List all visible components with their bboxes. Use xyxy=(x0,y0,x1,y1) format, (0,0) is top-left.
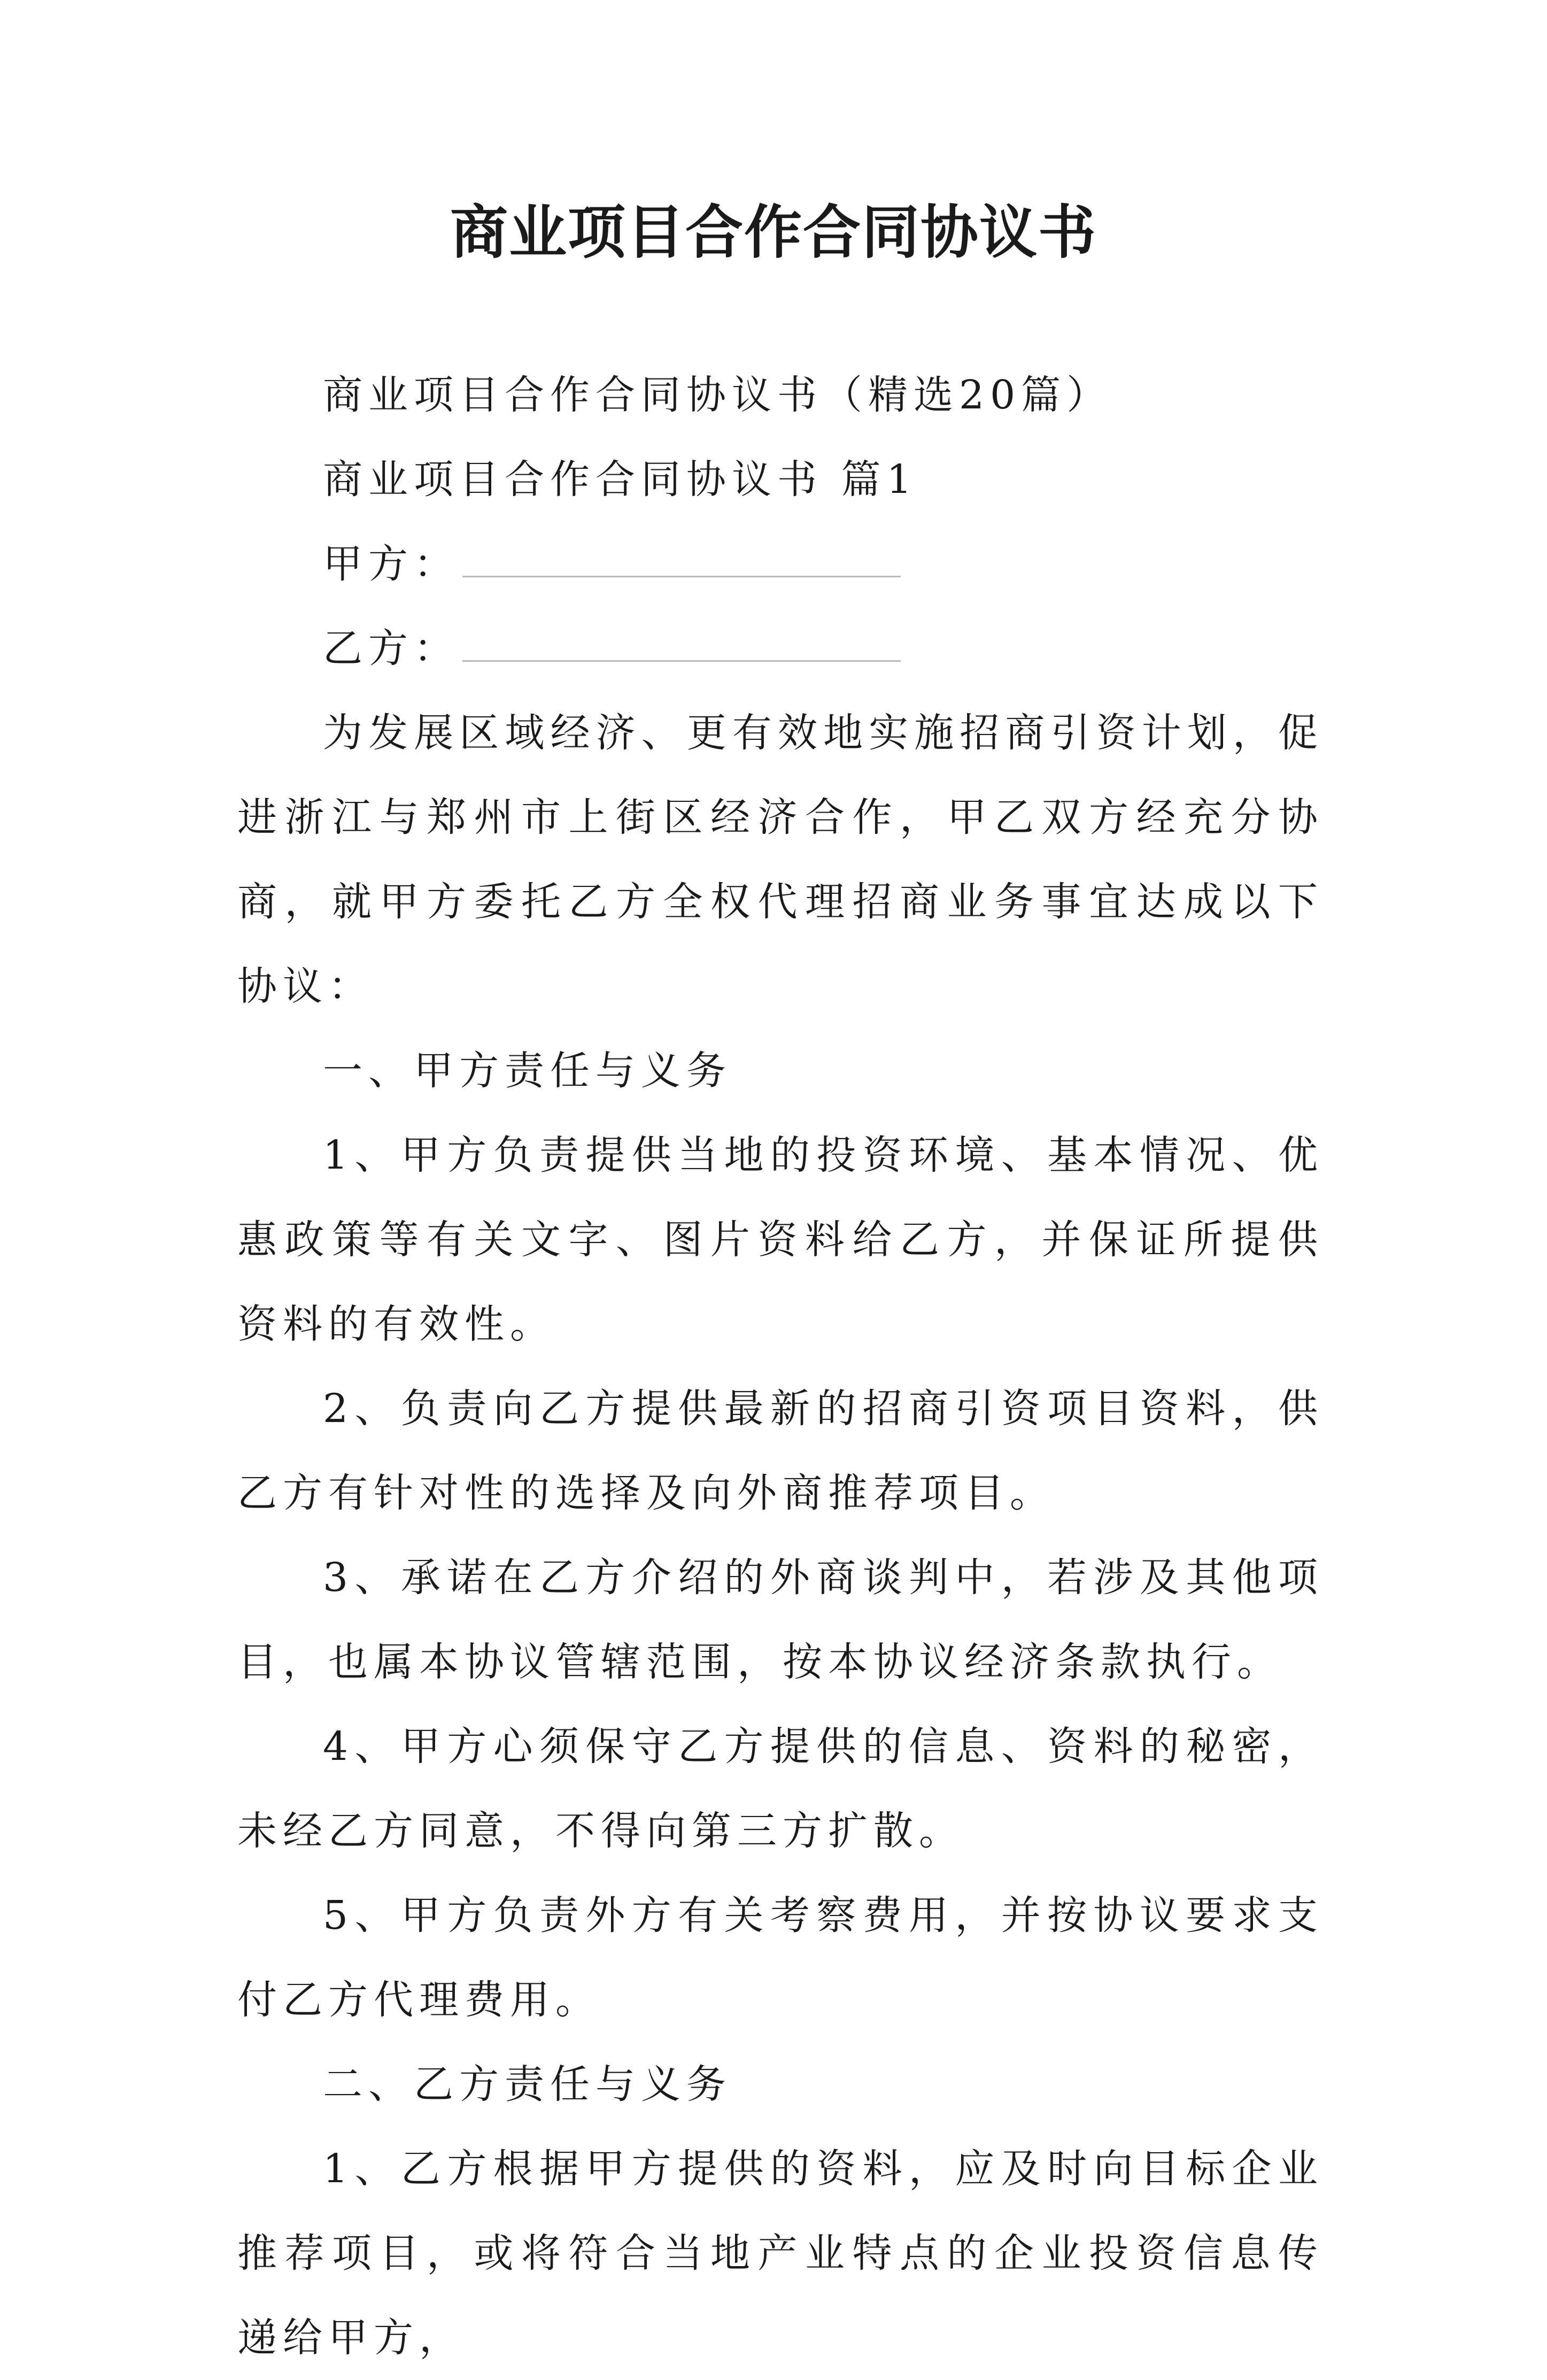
section1-item: 2、负责向乙方提供最新的招商引资项目资料，供乙方有针对性的选择及向外商推荐项目。 xyxy=(237,1386,1324,1516)
document-body xyxy=(237,353,1324,2380)
section1-item: 1、甲方负责提供当地的投资环境、基本情况、优惠政策等有关文字、图片资料给乙方，并保证所提供资料的有效性。 xyxy=(237,1132,1324,1347)
section1-heading: 一、甲方责任与义务 xyxy=(323,1048,732,1094)
party-a-blank xyxy=(462,544,901,577)
chapter-heading: 商业项目合作合同协议书 篇1 xyxy=(323,457,918,503)
section1-item: 3、承诺在乙方介绍的外商谈判中，若涉及其他项目，也属本协议管辖范围，按本协议经济条款执行。 xyxy=(237,1555,1324,1685)
party-b-label: 乙方： xyxy=(323,625,459,671)
party-a-label: 甲方： xyxy=(323,541,459,587)
section2-item: 1、乙方根据甲方提供的资料，应及时向目标企业推荐项目，或将符合当地产业特点的企业投资信息传递给甲方， xyxy=(237,2146,1324,2361)
document-title: 商业项目合作合同协议书 xyxy=(450,199,1097,266)
section2-heading: 二、乙方责任与义务 xyxy=(323,2061,732,2107)
party-b-blank xyxy=(462,628,901,662)
intro-paragraph: 为发展区域经济、更有效地实施招商引资计划，促进浙江与郑州市上街区经济合作，甲乙双方经充分协商，就甲方委托乙方全权代理招商业务事宜达成以下协议： xyxy=(237,710,1324,1009)
document-subtitle: 商业项目合作合同协议书（精选20篇） xyxy=(323,372,1112,418)
party-a-line xyxy=(237,522,1324,606)
party-b-line xyxy=(237,606,1324,691)
section1-item: 4、甲方心须保守乙方提供的信息、资料的秘密，未经乙方同意，不得向第三方扩散。 xyxy=(237,1724,1324,1854)
section1-item: 5、甲方负责外方有关考察费用，并按协议要求支付乙方代理费用。 xyxy=(237,1892,1324,2023)
